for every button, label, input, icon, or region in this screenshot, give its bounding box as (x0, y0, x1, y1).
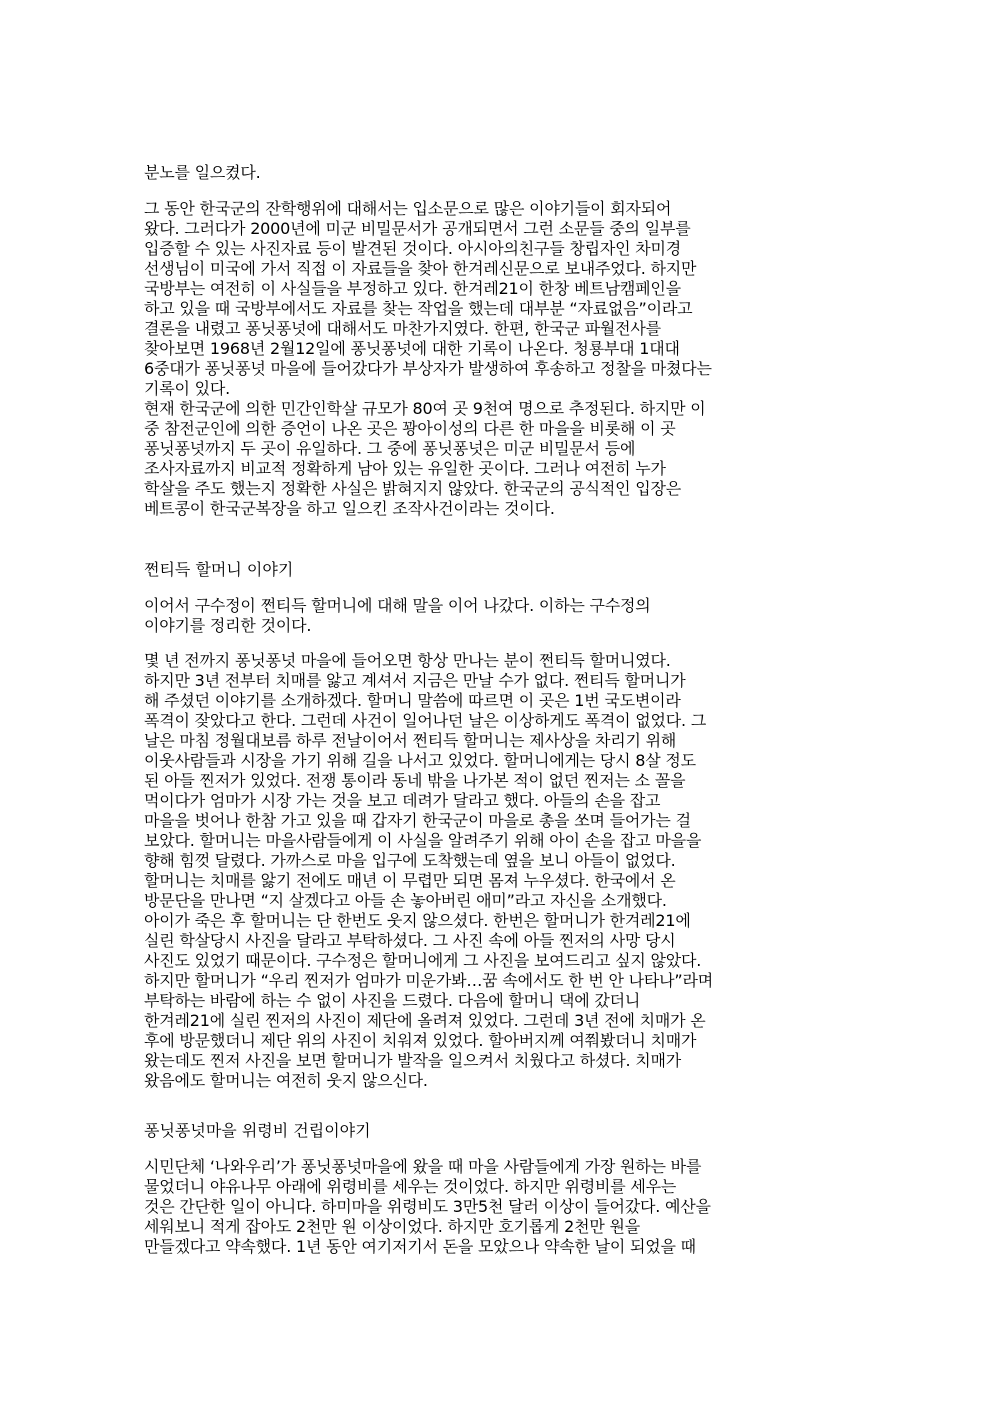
heading-text: 퐁닛퐁넛마을 위령비 건립이야기 (144, 1121, 371, 1140)
text-line: 하지만 할머니가 “우리 찐저가 엄마가 미운가봐…꿈 속에서도 한 번 안 나타나”라며 (144, 971, 714, 990)
text-line: 폭격이 잦았다고 한다. 그런데 사건이 일어나던 날은 이상하게도 폭격이 없었다. 그 (144, 711, 707, 730)
text-line: 왔는데도 찐저 사진을 보면 할머니가 발작을 일으켜서 치웠다고 하셨다. 치매가 (144, 1051, 682, 1070)
text-line: 이야기를 정리한 것이다. (144, 616, 312, 635)
text-line: 것은 간단한 일이 아니다. 하미마을 위령비도 3만5천 달러 이상이 들어갔다. 예산을 (144, 1197, 711, 1216)
text-line: 물었더니 야유나무 아래에 위령비를 세우는 것이었다. 하지만 위령비를 세우는 (144, 1177, 677, 1196)
text-line: 할머니는 치매를 앓기 전에도 매년 이 무렵만 되면 몸져 누우셨다. 한국에서 온 (144, 871, 676, 890)
text-line: 6중대가 퐁닛퐁넛 마을에 들어갔다가 부상자가 발생하여 후송하고 정찰을 마쳤다는 (144, 359, 712, 378)
text-line: 조사자료까지 비교적 정확하게 남아 있는 유일한 곳이다. 그러나 여전히 누가 (144, 459, 666, 478)
paragraph-5 (144, 651, 854, 871)
text-line: 찾아보면 1968년 2월12일에 퐁닛퐁넛에 대한 기록이 나온다. 청룡부대 1대대 (144, 339, 680, 358)
text-line: 사진도 있었기 때문이다. 구수정은 할머니에게 그 사진을 보여드리고 싶지 않았다. (144, 951, 702, 970)
text-line: 해 주셨던 이야기를 소개하겠다. 할머니 말씀에 따르면 이 곳은 1번 국도변이라 (144, 691, 681, 710)
section-heading-1 (144, 560, 854, 580)
text-line: 이어서 구수정이 쩐티득 할머니에 대해 말을 이어 나갔다. 이하는 구수정의 (144, 596, 651, 615)
text-line: 실린 학살당시 사진을 달라고 부탁하셨다. 그 사진 속에 아들 찐저의 사망 당시 (144, 931, 676, 950)
text-line: 세워보니 적게 잡아도 2천만 원 이상이었다. 하지만 호기롭게 2천만 원을 (144, 1217, 640, 1236)
text-line: 하지만 3년 전부터 치매를 앓고 계셔서 지금은 만날 수가 없다. 쩐티득 할머니가 (144, 671, 686, 690)
section-heading-2 (144, 1121, 854, 1141)
text-line: 향해 힘껏 달렸다. 가까스로 마을 입구에 도착했는데 옆을 보니 아들이 없었다. (144, 851, 676, 870)
text-line: 방문단을 만나면 “지 살겠다고 아들 손 놓아버린 애미”라고 자신을 소개했다. (144, 891, 667, 910)
text-line: 된 아들 찐저가 있었다. 전쟁 통이라 동네 밖을 나가본 적이 없던 찐저는 소 꼴을 (144, 771, 686, 790)
text-line: 중 참전군인에 의한 증언이 나온 곳은 꽝아이성의 다른 한 마을을 비롯해 이 곳 (144, 419, 676, 438)
text-line: 그 동안 한국군의 잔학행위에 대해서는 입소문으로 많은 이야기들이 회자되어 (144, 199, 672, 218)
text-line: 한겨레21에 실린 찐저의 사진이 제단에 올려져 있었다. 그런데 3년 전에 치매가 온 (144, 1011, 706, 1030)
text-line: 국방부는 여전히 이 사실들을 부정하고 있다. 한겨레21이 한창 베트남캠페인을 (144, 279, 681, 298)
paragraph-7 (144, 1157, 854, 1257)
paragraph-4 (144, 596, 854, 636)
text-line: 왔다. 그러다가 2000년에 미군 비밀문서가 공개되면서 그런 소문들 중의 일부를 (144, 219, 691, 238)
text-line: 몇 년 전까지 퐁닛퐁넛 마을에 들어오면 항상 만나는 분이 쩐티득 할머니였다. (144, 651, 671, 670)
text-line: 만들겠다고 약속했다. 1년 동안 여기저기서 돈을 모았으나 약속한 날이 되었을 때 (144, 1237, 696, 1256)
text-line: 결론을 내렸고 퐁닛퐁넛에 대해서도 마찬가지였다. 한편, 한국군 파월전사를 (144, 319, 661, 338)
paragraph-3 (144, 399, 854, 519)
text-line: 선생님이 미국에 가서 직접 이 자료들을 찾아 한겨레신문으로 보내주었다. 하지만 (144, 259, 697, 278)
heading-text: 쩐티득 할머니 이야기 (144, 560, 294, 579)
text-line: 분노를 일으켰다. (144, 163, 261, 182)
text-line: 입증할 수 있는 사진자료 등이 발견된 것이다. 아시아의친구들 창립자인 차미경 (144, 239, 682, 258)
text-line: 퐁닛퐁넛까지 두 곳이 유일하다. 그 중에 퐁닛퐁넛은 미군 비밀문서 등에 (144, 439, 636, 458)
text-line: 이웃사람들과 시장을 가기 위해 길을 나서고 있었다. 할머니에게는 당시 8살 정도 (144, 751, 696, 770)
text-line: 베트콩이 한국군복장을 하고 일으킨 조작사건이라는 것이다. (144, 499, 555, 518)
text-line: 왔음에도 할머니는 여전히 웃지 않으신다. (144, 1071, 428, 1090)
paragraph-1 (144, 163, 854, 183)
text-line: 날은 마침 정월대보름 하루 전날이어서 쩐티득 할머니는 제사상을 차리기 위해 (144, 731, 677, 750)
text-line: 시민단체 ‘나와우리’가 퐁닛퐁넛마을에 왔을 때 마을 사람들에게 가장 원하는 바를 (144, 1157, 702, 1176)
text-line: 마을을 벗어나 한참 가고 있을 때 갑자기 한국군이 마을로 총을 쏘며 들어가는 걸 (144, 811, 691, 830)
text-line: 기록이 있다. (144, 379, 231, 398)
paragraph-6 (144, 871, 854, 1091)
text-line: 학살을 주도 했는지 정확한 사실은 밝혀지지 않았다. 한국군의 공식적인 입장은 (144, 479, 682, 498)
text-line: 먹이다가 엄마가 시장 가는 것을 보고 데려가 달라고 했다. 아들의 손을 잡고 (144, 791, 661, 810)
text-line: 보았다. 할머니는 마을사람들에게 이 사실을 알려주기 위해 아이 손을 잡고 마을을 (144, 831, 702, 850)
paragraph-2 (144, 199, 854, 399)
text-line: 아이가 죽은 후 할머니는 단 한번도 웃지 않으셨다. 한번은 할머니가 한겨레21에 (144, 911, 691, 930)
text-line: 하고 있을 때 국방부에서도 자료를 찾는 작업을 했는데 대부분 “자료없음”이라고 (144, 299, 693, 318)
text-line: 부탁하는 바람에 하는 수 없이 사진을 드렸다. 다음에 할머니 댁에 갔더니 (144, 991, 641, 1010)
text-line: 후에 방문했더니 제단 위의 사진이 치워져 있었다. 할아버지께 여쭤봤더니 치매가 (144, 1031, 697, 1050)
text-line: 현재 한국군에 의한 민간인학살 규모가 80여 곳 9천여 명으로 추정된다. 하지만 이 (144, 399, 706, 418)
